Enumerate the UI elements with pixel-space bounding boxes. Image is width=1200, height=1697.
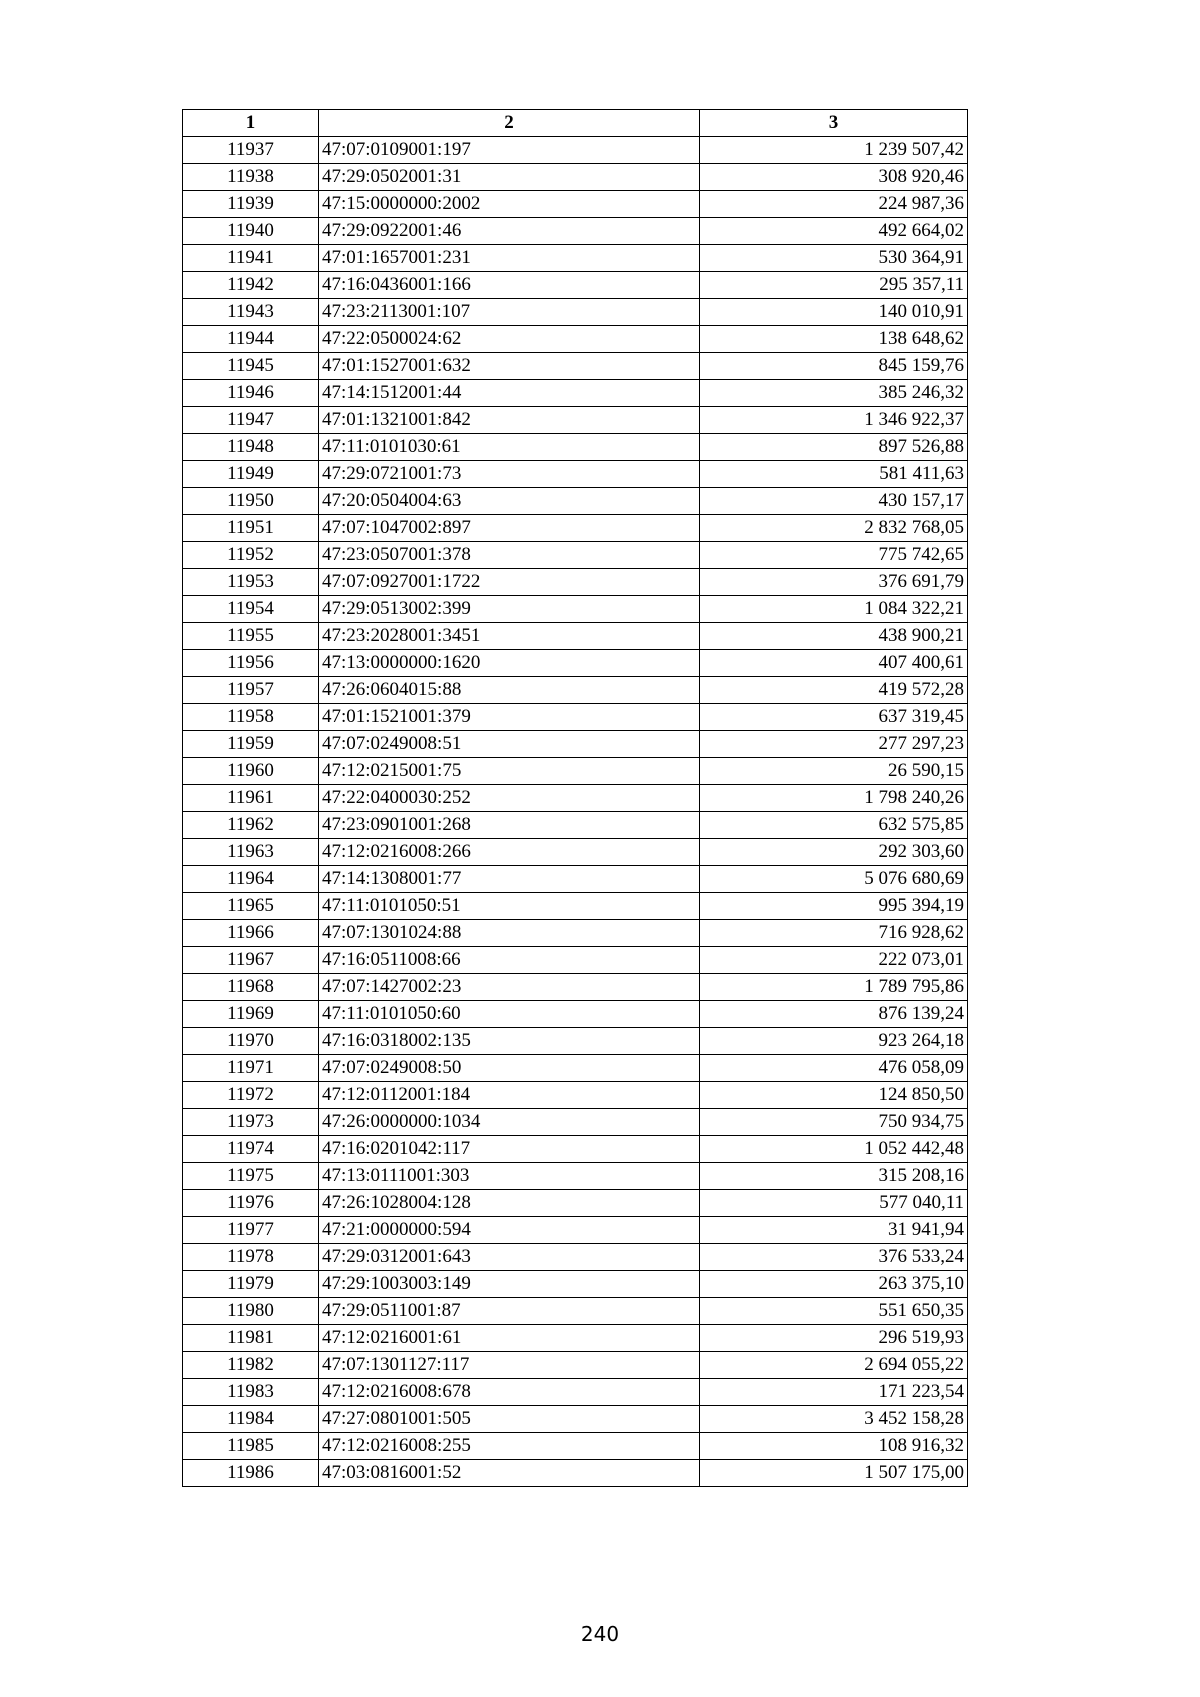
table-row — [183, 1325, 968, 1352]
cadastral-value-cell: 845 159,76 — [700, 353, 968, 380]
table-row — [183, 461, 968, 488]
cadastral-number-cell: 47:22:0500024:62 — [319, 326, 700, 353]
row-number-cell: 11937 — [183, 137, 319, 164]
table-row — [183, 407, 968, 434]
row-number-cell: 11963 — [183, 839, 319, 866]
row-number-cell: 11939 — [183, 191, 319, 218]
table-row — [183, 137, 968, 164]
cadastral-number-cell: 47:13:0000000:1620 — [319, 650, 700, 677]
row-number-cell: 11976 — [183, 1190, 319, 1217]
table-row — [183, 866, 968, 893]
row-number-cell: 11952 — [183, 542, 319, 569]
row-number-cell: 11982 — [183, 1352, 319, 1379]
cadastral-value-cell: 124 850,50 — [700, 1082, 968, 1109]
row-number-cell: 11964 — [183, 866, 319, 893]
table-row — [183, 677, 968, 704]
cadastral-value-cell: 407 400,61 — [700, 650, 968, 677]
cadastral-value-cell: 2 832 768,05 — [700, 515, 968, 542]
table-row — [183, 488, 968, 515]
cadastral-number-cell: 47:29:0721001:73 — [319, 461, 700, 488]
row-number-cell: 11981 — [183, 1325, 319, 1352]
table-row — [183, 326, 968, 353]
table-row — [183, 1298, 968, 1325]
cadastral-number-cell: 47:26:0000000:1034 — [319, 1109, 700, 1136]
table-row — [183, 1082, 968, 1109]
cadastral-value-cell: 995 394,19 — [700, 893, 968, 920]
row-number-cell: 11954 — [183, 596, 319, 623]
cadastral-value-cell: 492 664,02 — [700, 218, 968, 245]
row-number-cell: 11943 — [183, 299, 319, 326]
cadastral-number-cell: 47:07:1301127:117 — [319, 1352, 700, 1379]
cadastral-number-cell: 47:27:0801001:505 — [319, 1406, 700, 1433]
table-row — [183, 1028, 968, 1055]
cadastral-value-cell: 292 303,60 — [700, 839, 968, 866]
cadastral-number-cell: 47:23:0507001:378 — [319, 542, 700, 569]
table-row — [183, 1379, 968, 1406]
table-row — [183, 758, 968, 785]
cadastral-value-cell: 551 650,35 — [700, 1298, 968, 1325]
cadastral-number-cell: 47:07:1047002:897 — [319, 515, 700, 542]
cadastral-value-cell: 876 139,24 — [700, 1001, 968, 1028]
cadastral-value-cell: 376 691,79 — [700, 569, 968, 596]
cadastral-value-cell: 1 507 175,00 — [700, 1460, 968, 1487]
row-number-cell: 11950 — [183, 488, 319, 515]
table-body — [183, 137, 968, 1487]
cadastral-value-cell: 385 246,32 — [700, 380, 968, 407]
row-number-cell: 11978 — [183, 1244, 319, 1271]
table-row — [183, 218, 968, 245]
row-number-cell: 11948 — [183, 434, 319, 461]
cadastral-value-cell: 1 084 322,21 — [700, 596, 968, 623]
table-row — [183, 245, 968, 272]
cadastral-number-cell: 47:07:0109001:197 — [319, 137, 700, 164]
cadastral-number-cell: 47:01:1321001:842 — [319, 407, 700, 434]
row-number-cell: 11974 — [183, 1136, 319, 1163]
cadastral-number-cell: 47:07:0249008:51 — [319, 731, 700, 758]
cadastral-number-cell: 47:12:0216008:678 — [319, 1379, 700, 1406]
cadastral-value-cell: 315 208,16 — [700, 1163, 968, 1190]
table-row — [183, 893, 968, 920]
cadastral-value-cell: 1 346 922,37 — [700, 407, 968, 434]
table-row — [183, 731, 968, 758]
table-row — [183, 164, 968, 191]
table-row — [183, 839, 968, 866]
row-number-cell: 11970 — [183, 1028, 319, 1055]
row-number-cell: 11962 — [183, 812, 319, 839]
cadastral-number-cell: 47:29:0922001:46 — [319, 218, 700, 245]
cadastral-value-cell: 923 264,18 — [700, 1028, 968, 1055]
cadastral-number-cell: 47:11:0101050:60 — [319, 1001, 700, 1028]
cadastral-number-cell: 47:14:1308001:77 — [319, 866, 700, 893]
cadastral-number-cell: 47:07:1427002:23 — [319, 974, 700, 1001]
cadastral-value-cell: 3 452 158,28 — [700, 1406, 968, 1433]
column-header-1: 1 — [183, 110, 319, 137]
table-row — [183, 542, 968, 569]
table-row — [183, 1460, 968, 1487]
table-header-row — [183, 110, 968, 137]
cadastral-number-cell: 47:12:0215001:75 — [319, 758, 700, 785]
table-row — [183, 650, 968, 677]
cadastral-number-cell: 47:22:0400030:252 — [319, 785, 700, 812]
cadastral-value-cell: 1 789 795,86 — [700, 974, 968, 1001]
row-number-cell: 11958 — [183, 704, 319, 731]
row-number-cell: 11961 — [183, 785, 319, 812]
row-number-cell: 11956 — [183, 650, 319, 677]
cadastral-value-cell: 716 928,62 — [700, 920, 968, 947]
cadastral-number-cell: 47:03:0816001:52 — [319, 1460, 700, 1487]
row-number-cell: 11971 — [183, 1055, 319, 1082]
row-number-cell: 11968 — [183, 974, 319, 1001]
cadastral-number-cell: 47:07:0249008:50 — [319, 1055, 700, 1082]
cadastral-value-cell: 775 742,65 — [700, 542, 968, 569]
cadastral-number-cell: 47:16:0511008:66 — [319, 947, 700, 974]
row-number-cell: 11967 — [183, 947, 319, 974]
cadastral-number-cell: 47:11:0101030:61 — [319, 434, 700, 461]
table-row — [183, 1190, 968, 1217]
row-number-cell: 11979 — [183, 1271, 319, 1298]
row-number-cell: 11986 — [183, 1460, 319, 1487]
row-number-cell: 11946 — [183, 380, 319, 407]
row-number-cell: 11984 — [183, 1406, 319, 1433]
cadastral-value-cell: 438 900,21 — [700, 623, 968, 650]
cadastral-value-cell: 263 375,10 — [700, 1271, 968, 1298]
column-header-2: 2 — [319, 110, 700, 137]
cadastral-value-table — [182, 109, 968, 1487]
cadastral-number-cell: 47:13:0111001:303 — [319, 1163, 700, 1190]
row-number-cell: 11951 — [183, 515, 319, 542]
table-row — [183, 623, 968, 650]
row-number-cell: 11973 — [183, 1109, 319, 1136]
row-number-cell: 11972 — [183, 1082, 319, 1109]
cadastral-value-cell: 581 411,63 — [700, 461, 968, 488]
table-row — [183, 1244, 968, 1271]
cadastral-number-cell: 47:23:0901001:268 — [319, 812, 700, 839]
table-row — [183, 596, 968, 623]
cadastral-number-cell: 47:11:0101050:51 — [319, 893, 700, 920]
cadastral-number-cell: 47:14:1512001:44 — [319, 380, 700, 407]
cadastral-value-cell: 632 575,85 — [700, 812, 968, 839]
cadastral-value-cell: 897 526,88 — [700, 434, 968, 461]
table-row — [183, 272, 968, 299]
cadastral-number-cell: 47:01:1521001:379 — [319, 704, 700, 731]
row-number-cell: 11977 — [183, 1217, 319, 1244]
table-row — [183, 1001, 968, 1028]
table-row — [183, 920, 968, 947]
column-header-3: 3 — [700, 110, 968, 137]
row-number-cell: 11940 — [183, 218, 319, 245]
table-row — [183, 1433, 968, 1460]
table-row — [183, 704, 968, 731]
cadastral-value-cell: 476 058,09 — [700, 1055, 968, 1082]
cadastral-number-cell: 47:01:1657001:231 — [319, 245, 700, 272]
cadastral-value-cell: 171 223,54 — [700, 1379, 968, 1406]
table-row — [183, 191, 968, 218]
cadastral-value-cell: 419 572,28 — [700, 677, 968, 704]
cadastral-value-cell: 138 648,62 — [700, 326, 968, 353]
table-row — [183, 515, 968, 542]
cadastral-number-cell: 47:16:0436001:166 — [319, 272, 700, 299]
cadastral-number-cell: 47:12:0216008:255 — [319, 1433, 700, 1460]
table-row — [183, 299, 968, 326]
cadastral-number-cell: 47:16:0201042:117 — [319, 1136, 700, 1163]
table-row — [183, 1271, 968, 1298]
cadastral-value-cell: 1 239 507,42 — [700, 137, 968, 164]
row-number-cell: 11941 — [183, 245, 319, 272]
row-number-cell: 11953 — [183, 569, 319, 596]
cadastral-number-cell: 47:15:0000000:2002 — [319, 191, 700, 218]
table-row — [183, 1109, 968, 1136]
cadastral-number-cell: 47:12:0216008:266 — [319, 839, 700, 866]
cadastral-value-cell: 296 519,93 — [700, 1325, 968, 1352]
cadastral-value-cell: 295 357,11 — [700, 272, 968, 299]
cadastral-value-cell: 277 297,23 — [700, 731, 968, 758]
cadastral-number-cell: 47:29:0513002:399 — [319, 596, 700, 623]
row-number-cell: 11985 — [183, 1433, 319, 1460]
table-row — [183, 947, 968, 974]
cadastral-number-cell: 47:23:2028001:3451 — [319, 623, 700, 650]
cadastral-value-cell: 140 010,91 — [700, 299, 968, 326]
cadastral-value-cell: 430 157,17 — [700, 488, 968, 515]
cadastral-number-cell: 47:12:0216001:61 — [319, 1325, 700, 1352]
cadastral-value-cell: 222 073,01 — [700, 947, 968, 974]
row-number-cell: 11944 — [183, 326, 319, 353]
row-number-cell: 11980 — [183, 1298, 319, 1325]
cadastral-value-cell: 637 319,45 — [700, 704, 968, 731]
cadastral-number-cell: 47:29:0502001:31 — [319, 164, 700, 191]
row-number-cell: 11957 — [183, 677, 319, 704]
table-row — [183, 569, 968, 596]
cadastral-value-cell: 108 916,32 — [700, 1433, 968, 1460]
cadastral-number-cell: 47:07:0927001:1722 — [319, 569, 700, 596]
row-number-cell: 11975 — [183, 1163, 319, 1190]
cadastral-value-cell: 1 052 442,48 — [700, 1136, 968, 1163]
row-number-cell: 11938 — [183, 164, 319, 191]
cadastral-value-cell: 530 364,91 — [700, 245, 968, 272]
cadastral-number-cell: 47:23:2113001:107 — [319, 299, 700, 326]
row-number-cell: 11949 — [183, 461, 319, 488]
cadastral-number-cell: 47:21:0000000:594 — [319, 1217, 700, 1244]
table-row — [183, 1217, 968, 1244]
cadastral-value-cell: 750 934,75 — [700, 1109, 968, 1136]
cadastral-number-cell: 47:26:0604015:88 — [319, 677, 700, 704]
cadastral-number-cell: 47:07:1301024:88 — [319, 920, 700, 947]
page-number: 240 — [580, 1622, 620, 1646]
cadastral-value-cell: 2 694 055,22 — [700, 1352, 968, 1379]
row-number-cell: 11942 — [183, 272, 319, 299]
row-number-cell: 11983 — [183, 1379, 319, 1406]
row-number-cell: 11969 — [183, 1001, 319, 1028]
cadastral-value-cell: 5 076 680,69 — [700, 866, 968, 893]
cadastral-value-cell: 224 987,36 — [700, 191, 968, 218]
cadastral-number-cell: 47:12:0112001:184 — [319, 1082, 700, 1109]
table-row — [183, 974, 968, 1001]
row-number-cell: 11959 — [183, 731, 319, 758]
table-row — [183, 1352, 968, 1379]
table-row — [183, 785, 968, 812]
cadastral-number-cell: 47:16:0318002:135 — [319, 1028, 700, 1055]
cadastral-value-cell: 26 590,15 — [700, 758, 968, 785]
row-number-cell: 11947 — [183, 407, 319, 434]
cadastral-value-cell: 1 798 240,26 — [700, 785, 968, 812]
table-row — [183, 353, 968, 380]
cadastral-number-cell: 47:29:1003003:149 — [319, 1271, 700, 1298]
row-number-cell: 11945 — [183, 353, 319, 380]
cadastral-value-cell: 31 941,94 — [700, 1217, 968, 1244]
cadastral-value-cell: 376 533,24 — [700, 1244, 968, 1271]
table-row — [183, 434, 968, 461]
cadastral-number-cell: 47:29:0312001:643 — [319, 1244, 700, 1271]
cadastral-number-cell: 47:26:1028004:128 — [319, 1190, 700, 1217]
row-number-cell: 11960 — [183, 758, 319, 785]
table-row — [183, 1136, 968, 1163]
cadastral-number-cell: 47:01:1527001:632 — [319, 353, 700, 380]
row-number-cell: 11955 — [183, 623, 319, 650]
row-number-cell: 11966 — [183, 920, 319, 947]
cadastral-value-cell: 308 920,46 — [700, 164, 968, 191]
cadastral-number-cell: 47:29:0511001:87 — [319, 1298, 700, 1325]
table-row — [183, 1406, 968, 1433]
table-row — [183, 812, 968, 839]
table-row — [183, 1055, 968, 1082]
table-row — [183, 1163, 968, 1190]
row-number-cell: 11965 — [183, 893, 319, 920]
cadastral-value-cell: 577 040,11 — [700, 1190, 968, 1217]
table-row — [183, 380, 968, 407]
cadastral-number-cell: 47:20:0504004:63 — [319, 488, 700, 515]
